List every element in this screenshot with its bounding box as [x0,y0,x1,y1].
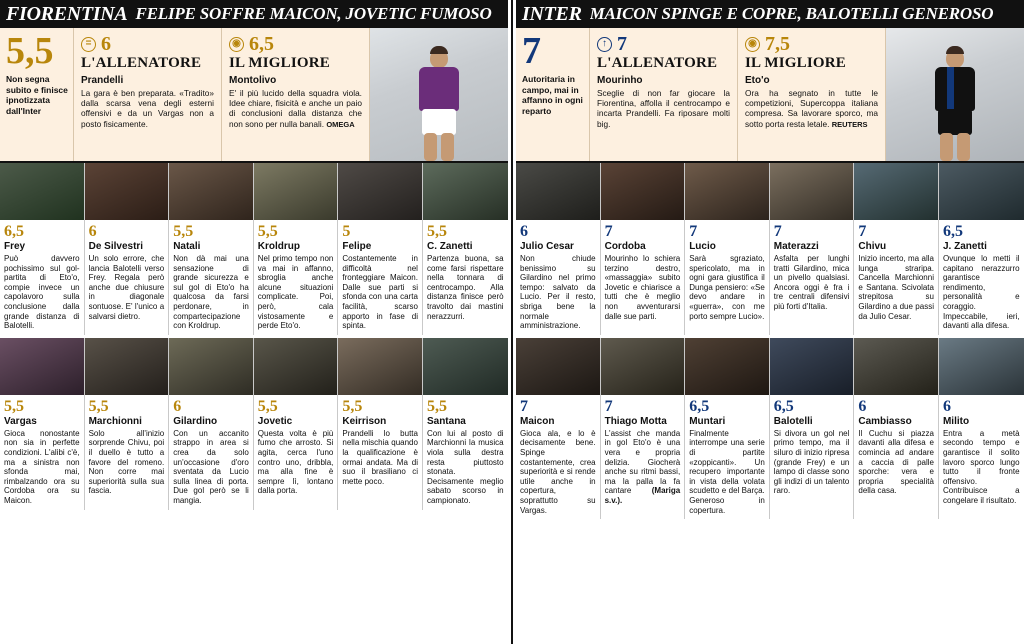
player-name: J. Zanetti [942,241,987,252]
player-photo [169,338,253,396]
best-role-label: IL MIGLIORE [745,55,846,71]
player-card [516,338,601,519]
player-name: De Silvestri [88,241,144,252]
best-comment [229,88,362,130]
player-rating: 5,5 [426,223,447,240]
player-name: Chivu [858,241,887,252]
player-photo [169,163,253,221]
player-comment: Finalmente interrompe una serie di partite «zoppicanti». Un recupero importante in vista della volata scudetto e del Barça. Generoso in copertura. [689,428,765,515]
player-card [338,338,423,510]
coach-rating: 7 [617,33,627,55]
player-name: Thiago Motta [604,415,667,427]
player-card [939,163,1024,335]
player-photo [854,163,938,221]
player-leg-right [441,133,454,161]
player-comment: Nel primo tempo non va mai in affanno, sbroglia anche alcune situazioni complicate. Poi, però, cala vistosamente e perde Eto'o. [257,254,334,331]
photo-credit: REUTERS [831,119,868,129]
player-rating: 7 [604,223,613,240]
player-rating: 5,5 [342,397,363,415]
player-photo [338,338,422,396]
player-name: Cordoba [604,241,646,252]
best-player-cell [222,28,370,161]
player-comment: Con un accanito strappo in area si crea da solo un'occasione d'oro sventata da Lucio sulla linea di porta. Due gol però se li mangia. [173,428,249,505]
player-rating: 7 [689,223,698,240]
player-name: Marchionni [88,415,142,427]
player-rating: 5,5 [4,397,24,415]
best-player-cell [738,28,886,161]
player-card [169,338,254,510]
best-rating: 7,5 [765,33,790,55]
player-photo [0,163,84,221]
player-card [601,338,686,519]
best-head [229,34,362,54]
coach-role-label: L'ALLENATORE [597,55,718,71]
player-rating: 5,5 [173,223,194,240]
team-rating: 5,5 [6,30,54,72]
player-leg-left [940,133,953,161]
player-name: Julio Cesar [520,241,574,252]
player-name: Keirrison [342,415,387,427]
player-rating: 6 [173,397,182,415]
player-photo [338,163,422,221]
player-figure [409,41,469,161]
player-photo [854,338,938,396]
equals-icon: = [81,37,96,52]
player-comment: Può davvero pochissimo sul gol-partita di Eto'o, compie invece un capolavoro sulla conclusione dalla grande distanza di Balotelli. [4,254,80,331]
team-rating-box [0,28,74,161]
player-card [601,163,686,335]
player-photo [601,338,685,396]
player-comment: Con lui al posto di Marchionni la musica viola sulla destra resta piuttosto stonata. Decisamente meglio sabato scorso in campionato. [426,428,504,505]
player-rating: 6,5 [4,223,24,240]
player-photo [770,163,854,221]
target-icon: ◉ [745,37,760,52]
inter-players-row-2 [516,338,1024,519]
fiorentina-players-row-2 [0,338,508,510]
player-rating: 5,5 [88,397,109,415]
inter-column [516,0,1024,644]
player-comment: Mourinho lo schiera terzino destro, «massaggia» subito Jovetic e chiarisce a tutti che è meglio non avventurarsi dalle sue parti. [604,254,681,321]
fiorentina-summary [0,28,508,163]
best-comment [745,88,878,130]
player-name: Santana [426,415,466,427]
coach-name: Prandelli [81,75,124,86]
player-photo [516,338,600,396]
inter-summary [516,28,1024,163]
player-rating: 7 [520,397,528,415]
player-name: Gilardino [173,415,218,427]
player-photo [85,163,169,221]
coach-head [597,34,730,54]
player-photo [685,338,769,396]
player-name: Natali [173,241,201,252]
player-leg-right [957,133,970,161]
best-comment-text: E' il più lucido della squadra viola. Idee chiare, fisicità e anche un paio di conclusioni dalla distanza che non sono per nulla banali. [229,88,362,129]
player-comment: Entra a metà secondo tempo e garantisce il solito lavoro sporco lungo tutto il fronte offensivo. Contribuisce a congelare il risultato. [942,428,1020,505]
inter-players-row-1 [516,163,1024,335]
player-comment: Asfalta per lunghi tratti Gilardino, mica un pivello qualsiasi. Ancora oggi è fra i tre centrali difensivi più forti d'Italia. [773,254,850,311]
player-photo [939,163,1024,221]
player-photo [770,338,854,396]
player-name: Felipe [342,241,372,252]
player-card [423,163,508,335]
player-photo [939,338,1024,396]
player-comment: Non dà mai una sensazione di grande sicurezza e sul gol di Eto'o ha qualcosa da farsi perdonare, in compartecipazione con Kroldrup. [173,254,249,331]
best-role-label: IL MIGLIORE [229,55,330,71]
target-icon: ◉ [229,37,244,52]
player-leg-left [424,133,437,161]
player-comment: Sarà sgraziato, spericolato, ma in ogni gara giustifica il Dunga pensiero: «Se devo andare in «guerra», con me porto sempre Lucio». [689,254,765,321]
player-jersey [419,67,459,111]
inter-photo [886,28,1024,161]
player-card [685,338,770,519]
player-comment: Gioca ala, e lo è decisamente bene. Spinge costantemente, crea superiorità e si rende utile anche in copertura, soprattutto su Vargas. [520,428,596,515]
team-name: FIORENTINA [6,2,128,25]
player-head [946,49,964,68]
player-name: Cambiasso [858,415,912,427]
player-card [169,163,254,335]
best-name: Montolivo [229,75,277,86]
player-comment: Il Cuchu si piazza davanti alla difesa e comincia ad andare a caccia di palle sporche: vera e propria specialità della casa. [858,428,934,496]
player-rating: 6 [942,397,951,415]
photo-credit: OMEGA [326,119,355,129]
fiorentina-column [0,0,508,644]
player-photo [423,338,508,396]
player-photo [254,163,338,221]
fiorentina-players-row-1 [0,163,508,335]
player-card [338,163,423,335]
team-rating-box [516,28,590,161]
team-rating-note: Non segna subito e finisce ipnotizzata dall'Inter [6,74,68,116]
player-card [770,338,855,519]
coach-comment: Sceglie di non far giocare la Fiorentina, affolla il centrocampo e incarta Prandelli. Fa riposare molti big. [597,88,730,129]
player-photo [0,338,84,396]
player-comment-text: L'assist che manda in gol Eto'o è una vera e propria delizia. Giocherà anche su ritmi bassi, ma la palla la fa cantare [604,428,681,496]
player-card [516,163,601,335]
player-shorts [938,109,972,135]
team-rating-note: Autoritaria in campo, mai in affanno in ogni reparto [522,74,583,116]
coach-role-label: L'ALLENATORE [81,55,202,71]
player-comment: Ovunque lo metti il capitano nerazzurro garantisce rendimento, personalità e coraggio. Impeccabile, ieri, davanti alla difesa. [942,254,1020,331]
player-comment: Gioca nonostante non sia in perfette condizioni. L'alibi c'è, ma a sinistra non sfonda mai, rimbalzando ora su Cordoba ora su Maicon. [4,428,80,505]
player-card [85,163,170,335]
best-comment-text: Ora ha segnato in tutte le competizioni, Supercoppa italiana compresa. Sa lavorare sporco, ma sotto porta resta letale. [745,88,878,129]
player-card [770,163,855,335]
player-comment: Prandelli lo butta nella mischia quando la qualificazione è ormai andata. Ma di suo il brasiliano ci mette poco. [342,428,418,486]
inter-banner [516,0,1024,28]
player-comment [605,429,681,506]
banner-headline: FELIPE SOFFRE MAICON, JOVETIC FUMOSO [135,4,492,23]
player-name: Lucio [689,241,716,252]
center-rule [511,0,513,644]
player-comment: Non chiude benissimo su Gilardino nel primo tempo: salvato da Lucio. Per il resto, sbriga bene la normale amministrazione. [520,254,596,331]
player-rating: 7 [858,223,867,240]
player-rating: 5 [342,223,351,240]
team-name: INTER [522,2,582,25]
player-comment: Solo all'inizio sorprende Chivu, poi il duello è tutto a favore del romeno. Non corre mai superiorità sulla sua fascia. [88,428,165,496]
player-photo [685,163,769,221]
player-comment: Si divora un gol nel primo tempo, ma il siluro di inizio ripresa (grande Frey) e un lampo di classe sono gli indizi di un talento raro. [773,428,850,496]
best-head [745,34,878,54]
coach-comment: La gara è ben preparata. «Tradito» dalla scarsa vena degli esterni offensivi e da un Vargas non a posto fisicamente. [81,88,214,129]
player-comment: Costantemente in difficoltà nel fronteggiare Maicon. Dalle sue parti si sfonda con una carta facilità, scarso apporto in fase di spinta. [342,254,418,331]
player-card [85,338,170,510]
fiorentina-photo [370,28,508,161]
player-card [254,338,339,510]
player-rating: 6,5 [689,397,710,415]
player-rating: 6,5 [942,223,963,240]
player-rating: 6 [858,397,867,415]
up-arrow-icon: ↑ [597,37,612,52]
player-figure [925,41,985,161]
coach-cell [74,28,222,161]
player-head [430,49,448,68]
player-rating: 6 [88,223,97,240]
player-name: Kroldrup [257,241,300,252]
coach-rating: 6 [101,33,111,55]
player-photo [601,163,685,221]
player-name: Muntari [689,415,726,427]
player-rating: 6,5 [773,397,794,415]
player-rating: 5,5 [257,223,278,240]
player-name: Balotelli [773,415,813,427]
player-jersey [935,67,975,111]
player-name: Jovetic [257,415,293,427]
player-photo [85,338,169,396]
player-name: Vargas [4,415,37,427]
player-name: C. Zanetti [426,241,473,252]
best-name: Eto'o [745,75,770,86]
player-shorts [422,109,456,135]
player-rating: 7 [773,223,782,240]
player-rating: 6 [520,223,528,240]
player-comment: Partenza buona, sa come farsi rispettare nella tonnara di centrocampo. Alla distanza finisce però travolto dai mastini nerazzurri. [426,254,504,321]
player-card [0,163,85,335]
player-photo [254,338,338,396]
player-card [685,163,770,335]
player-comment: Inizio incerto, ma alla lunga straripa. Cancella Marchionni e Santana. Scivolata strepitosa su Gilardino a due passi da Julio Cesar. [858,254,934,321]
player-name: Materazzi [773,241,819,252]
coach-name: Mourinho [597,75,643,86]
coach-cell [590,28,738,161]
coach-head [81,34,214,54]
player-comment: Un solo errore, che lancia Balotelli verso Frey. Regala però anche due chiusure in diagonale sontuose. E' l'unico a salvarsi dietro. [88,254,165,321]
banner-headline: MAICON SPINGE E COPRE, BALOTELLI GENEROSO [589,4,994,23]
fiorentina-banner [0,0,508,28]
player-card [854,163,939,335]
player-comment-extra: (Mariga s.v.). [604,486,681,505]
player-card [854,338,939,519]
player-name: Maicon [520,415,555,427]
player-photo [423,163,508,221]
player-name: Frey [4,241,26,252]
player-name: Milito [942,415,970,427]
player-card [423,338,508,510]
player-comment: Questa volta è più fumo che arrosto. Si agita, cerca l'uno contro uno, dribbla, ma alla fine è sempre lì, lontano dalla porta. [257,428,334,496]
player-card [0,338,85,510]
player-photo [516,163,600,221]
player-rating: 7 [604,397,613,415]
player-card [254,163,339,335]
best-rating: 6,5 [249,33,274,55]
player-card [939,338,1024,519]
player-rating: 5,5 [426,397,447,415]
player-rating: 5,5 [257,397,278,415]
team-rating: 7 [522,30,541,72]
